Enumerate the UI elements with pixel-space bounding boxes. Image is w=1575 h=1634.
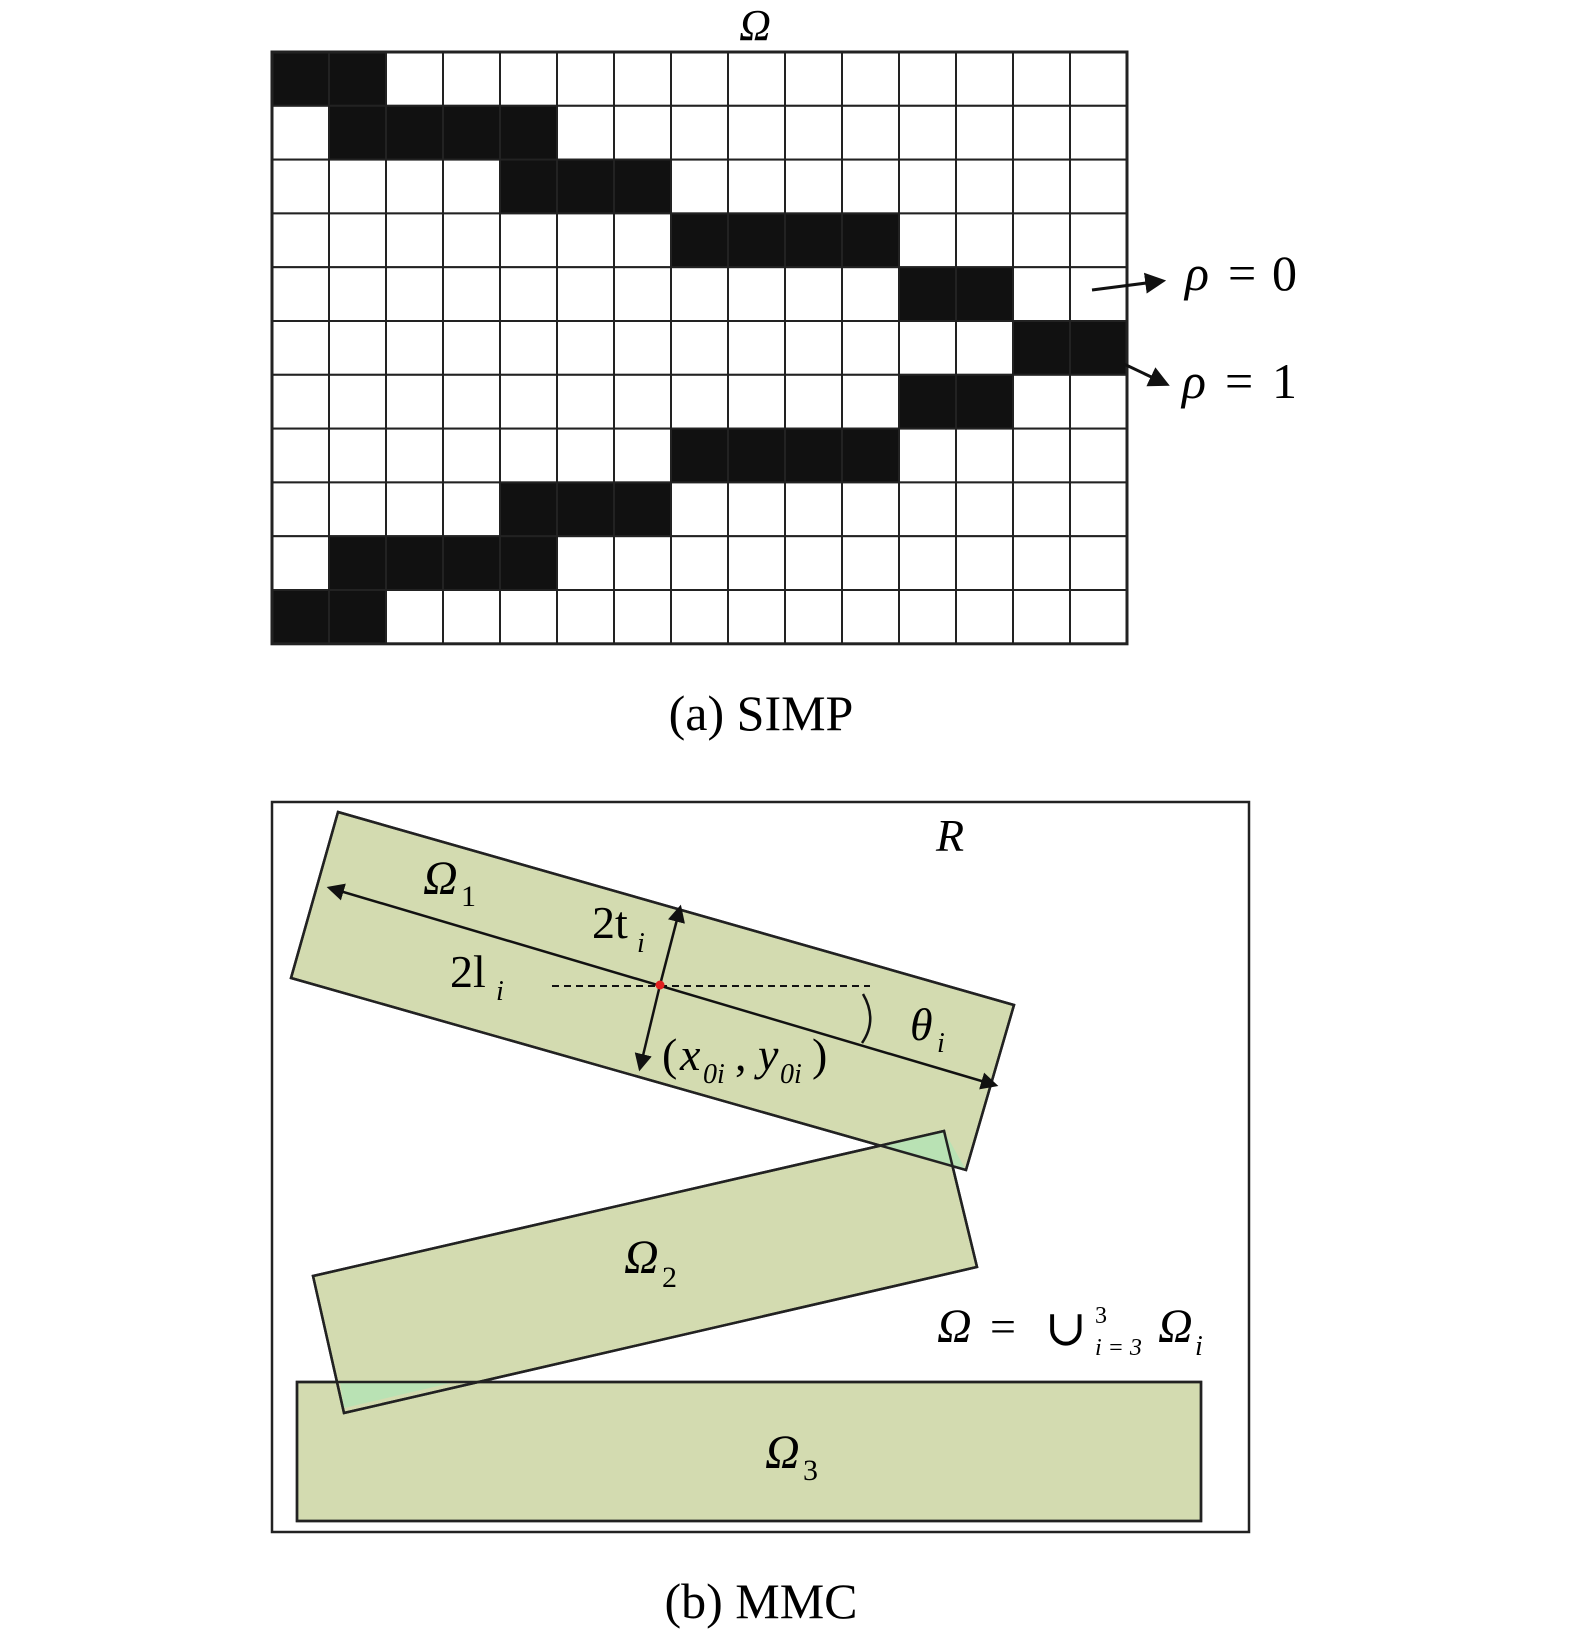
grid-cell-void	[671, 52, 728, 106]
center-point	[656, 981, 665, 990]
center-x: x	[680, 1029, 701, 1080]
grid-cell-void	[272, 321, 329, 375]
rho-one-legend	[1180, 353, 1297, 409]
grid-cell-void	[443, 482, 500, 536]
grid-cell-void	[899, 429, 956, 483]
grid-cell-void	[1013, 52, 1070, 106]
grid-cell-void	[956, 321, 1013, 375]
design-region-label: R	[935, 810, 965, 861]
grid-cell-void	[557, 321, 614, 375]
grid-cell-void	[728, 590, 785, 644]
omega-2-subscript: 2	[662, 1261, 677, 1294]
grid-cell-void	[899, 482, 956, 536]
grid-cell-void	[728, 160, 785, 214]
grid-cell-void	[443, 267, 500, 321]
grid-cell-void	[728, 106, 785, 160]
grid-cell-void	[842, 267, 899, 321]
grid-cell-void	[614, 321, 671, 375]
grid-cell-void	[842, 321, 899, 375]
grid-cell-void	[386, 482, 443, 536]
union-rhs: Ω	[1158, 1300, 1193, 1353]
grid-cell-void	[956, 429, 1013, 483]
grid-cell-solid	[329, 52, 386, 106]
grid-cell-void	[671, 267, 728, 321]
length-label-main: 2l	[450, 946, 486, 997]
grid-cell-void	[557, 52, 614, 106]
grid-cell-void	[386, 52, 443, 106]
grid-cell-void	[329, 321, 386, 375]
grid-cell-void	[728, 375, 785, 429]
grid-cell-void	[899, 106, 956, 160]
grid-cell-void	[272, 536, 329, 590]
rho-zero-symbol: ρ	[1185, 245, 1209, 301]
grid-cell-void	[1070, 375, 1127, 429]
simp-caption: (a) SIMP	[668, 685, 854, 741]
grid-cell-void	[557, 267, 614, 321]
grid-cell-void	[1070, 536, 1127, 590]
grid-cell-void	[728, 52, 785, 106]
grid-cell-void	[443, 375, 500, 429]
grid-cell-void	[785, 52, 842, 106]
grid-cell-solid	[500, 160, 557, 214]
grid-cell-void	[842, 160, 899, 214]
grid-cell-void	[785, 375, 842, 429]
grid-cell-solid	[386, 536, 443, 590]
angle-label-main: θ	[910, 999, 933, 1050]
grid-cell-void	[329, 375, 386, 429]
grid-cell-void	[386, 375, 443, 429]
grid-cell-void	[386, 267, 443, 321]
grid-cell-void	[1070, 213, 1127, 267]
grid-cell-void	[272, 429, 329, 483]
grid-cell-void	[956, 213, 1013, 267]
grid-cell-void	[1070, 52, 1127, 106]
grid-cell-void	[899, 52, 956, 106]
grid-cell-solid	[329, 590, 386, 644]
grid-cell-void	[614, 375, 671, 429]
grid-cell-solid	[614, 482, 671, 536]
grid-cell-void	[956, 160, 1013, 214]
grid-cell-void	[785, 160, 842, 214]
grid-cell-void	[1013, 482, 1070, 536]
length-label-sub: i	[496, 976, 504, 1007]
grid-cell-void	[329, 429, 386, 483]
grid-cell-solid	[899, 375, 956, 429]
grid-cell-void	[1013, 375, 1070, 429]
grid-cell-void	[443, 590, 500, 644]
grid-cell-void	[500, 213, 557, 267]
grid-cell-void	[1013, 267, 1070, 321]
grid-cell-solid	[899, 267, 956, 321]
grid-cell-void	[785, 590, 842, 644]
grid-cell-solid	[956, 375, 1013, 429]
rho-zero-equals: =	[1228, 245, 1257, 301]
grid-cell-void	[899, 590, 956, 644]
grid-cell-void	[956, 536, 1013, 590]
grid-cell-void	[443, 52, 500, 106]
grid-cell-void	[1070, 106, 1127, 160]
grid-cell-void	[557, 590, 614, 644]
grid-cell-void	[386, 590, 443, 644]
rho-one-equals: =	[1225, 353, 1254, 409]
grid-cell-void	[272, 375, 329, 429]
grid-cell-void	[956, 482, 1013, 536]
grid-cell-solid	[443, 536, 500, 590]
union-subscript: i = 3	[1095, 1335, 1142, 1361]
grid-cell-void	[557, 375, 614, 429]
center-separator: ,	[735, 1029, 747, 1080]
grid-cell-solid	[785, 429, 842, 483]
rho-one-symbol: ρ	[1182, 353, 1206, 409]
thickness-label-sub: i	[637, 928, 645, 959]
grid-cell-void	[329, 267, 386, 321]
grid-cell-void	[842, 482, 899, 536]
grid-cell-void	[728, 321, 785, 375]
grid-cell-void	[842, 375, 899, 429]
grid-cell-solid	[956, 267, 1013, 321]
grid-cell-void	[728, 267, 785, 321]
grid-cell-solid	[500, 482, 557, 536]
rho-one-value: 1	[1272, 353, 1297, 409]
grid-cell-solid	[842, 213, 899, 267]
grid-cell-void	[500, 321, 557, 375]
grid-cell-solid	[728, 429, 785, 483]
union-equals: =	[990, 1301, 1016, 1352]
grid-cell-void	[842, 106, 899, 160]
grid-cell-void	[1013, 160, 1070, 214]
grid-cell-solid	[1070, 321, 1127, 375]
grid-cell-solid	[500, 536, 557, 590]
grid-cell-void	[899, 321, 956, 375]
omega-1-subscript: 1	[461, 880, 476, 913]
grid-cell-void	[272, 213, 329, 267]
angle-label-sub: i	[937, 1028, 945, 1059]
grid-cell-void	[785, 321, 842, 375]
grid-cell-void	[899, 160, 956, 214]
rho-one-arrow	[1124, 364, 1166, 384]
omega-2-symbol: Ω	[624, 1231, 659, 1284]
grid-cell-solid	[329, 536, 386, 590]
grid-cell-void	[1070, 267, 1127, 321]
grid-cell-solid	[386, 106, 443, 160]
grid-cell-solid	[443, 106, 500, 160]
grid-cell-void	[956, 106, 1013, 160]
omega-1-symbol: Ω	[423, 852, 458, 905]
grid-cell-void	[614, 429, 671, 483]
grid-cell-void	[443, 321, 500, 375]
center-close-paren: )	[812, 1029, 828, 1080]
union-rhs-sub: i	[1195, 1331, 1203, 1362]
grid-cell-void	[272, 106, 329, 160]
grid-cell-void	[614, 213, 671, 267]
grid-cell-void	[785, 536, 842, 590]
grid-cell-void	[671, 106, 728, 160]
grid-cell-void	[785, 267, 842, 321]
simp-density-grid	[272, 52, 1127, 644]
grid-cell-solid	[272, 590, 329, 644]
grid-cell-void	[329, 482, 386, 536]
grid-cell-void	[386, 213, 443, 267]
grid-cell-void	[899, 536, 956, 590]
grid-cell-void	[386, 321, 443, 375]
grid-cell-void	[728, 482, 785, 536]
grid-cell-solid	[500, 106, 557, 160]
grid-cell-void	[272, 160, 329, 214]
grid-cell-void	[557, 106, 614, 160]
grid-cell-void	[956, 590, 1013, 644]
grid-cell-void	[842, 52, 899, 106]
grid-cell-void	[557, 536, 614, 590]
grid-cell-void	[272, 267, 329, 321]
grid-cell-solid	[557, 482, 614, 536]
grid-cell-solid	[329, 106, 386, 160]
grid-cell-void	[1013, 106, 1070, 160]
grid-cell-void	[671, 482, 728, 536]
grid-cell-void	[671, 536, 728, 590]
grid-cell-void	[443, 160, 500, 214]
grid-cell-void	[557, 213, 614, 267]
grid-cell-void	[899, 213, 956, 267]
grid-cell-solid	[842, 429, 899, 483]
grid-cell-void	[671, 375, 728, 429]
grid-cell-void	[443, 213, 500, 267]
grid-cell-solid	[671, 213, 728, 267]
grid-cell-void	[500, 52, 557, 106]
rho-zero-legend	[1183, 245, 1297, 301]
grid-cell-void	[671, 321, 728, 375]
grid-cell-void	[1013, 536, 1070, 590]
grid-cell-void	[956, 52, 1013, 106]
component-omega-3	[297, 1382, 1201, 1521]
grid-cell-void	[671, 590, 728, 644]
grid-cell-void	[1013, 213, 1070, 267]
union-operator: ∪	[1045, 1300, 1087, 1356]
grid-cell-void	[728, 536, 785, 590]
omega-3-symbol: Ω	[765, 1426, 800, 1479]
grid-cell-void	[272, 482, 329, 536]
grid-cell-void	[614, 52, 671, 106]
union-superscript: 3	[1095, 1303, 1107, 1329]
grid-cell-void	[614, 536, 671, 590]
grid-cell-void	[500, 375, 557, 429]
rho-zero-value: 0	[1272, 245, 1297, 301]
grid-cell-void	[1070, 590, 1127, 644]
grid-cell-void	[1070, 160, 1127, 214]
grid-cell-void	[557, 429, 614, 483]
grid-cell-void	[842, 590, 899, 644]
grid-cell-void	[1070, 482, 1127, 536]
grid-cell-void	[1013, 590, 1070, 644]
grid-cell-void	[500, 429, 557, 483]
grid-cell-void	[329, 160, 386, 214]
grid-cell-void	[500, 590, 557, 644]
simp-domain-label: Ω	[739, 1, 771, 50]
grid-cell-solid	[671, 429, 728, 483]
grid-cell-void	[785, 106, 842, 160]
thickness-label-main: 2t	[592, 897, 628, 948]
grid-cell-void	[671, 160, 728, 214]
mmc-caption: (b) MMC	[664, 1573, 858, 1629]
grid-cell-void	[386, 429, 443, 483]
grid-cell-void	[386, 160, 443, 214]
grid-cell-solid	[785, 213, 842, 267]
grid-cell-void	[842, 536, 899, 590]
grid-cell-void	[329, 213, 386, 267]
grid-cell-solid	[557, 160, 614, 214]
grid-cell-void	[1070, 429, 1127, 483]
center-y: y	[758, 1029, 779, 1080]
omega-3-subscript: 3	[803, 1454, 818, 1487]
grid-cell-void	[785, 482, 842, 536]
grid-cell-void	[614, 590, 671, 644]
grid-cell-solid	[728, 213, 785, 267]
union-lhs: Ω	[937, 1300, 972, 1353]
center-open-paren: (	[662, 1029, 678, 1080]
center-x-sub: 0i	[703, 1059, 725, 1090]
grid-cell-void	[443, 429, 500, 483]
grid-cell-solid	[614, 160, 671, 214]
grid-cell-void	[614, 267, 671, 321]
grid-cell-void	[500, 267, 557, 321]
grid-cell-void	[1013, 429, 1070, 483]
center-y-sub: 0i	[780, 1059, 802, 1090]
grid-cell-solid	[272, 52, 329, 106]
grid-cell-void	[614, 106, 671, 160]
grid-cell-solid	[1013, 321, 1070, 375]
